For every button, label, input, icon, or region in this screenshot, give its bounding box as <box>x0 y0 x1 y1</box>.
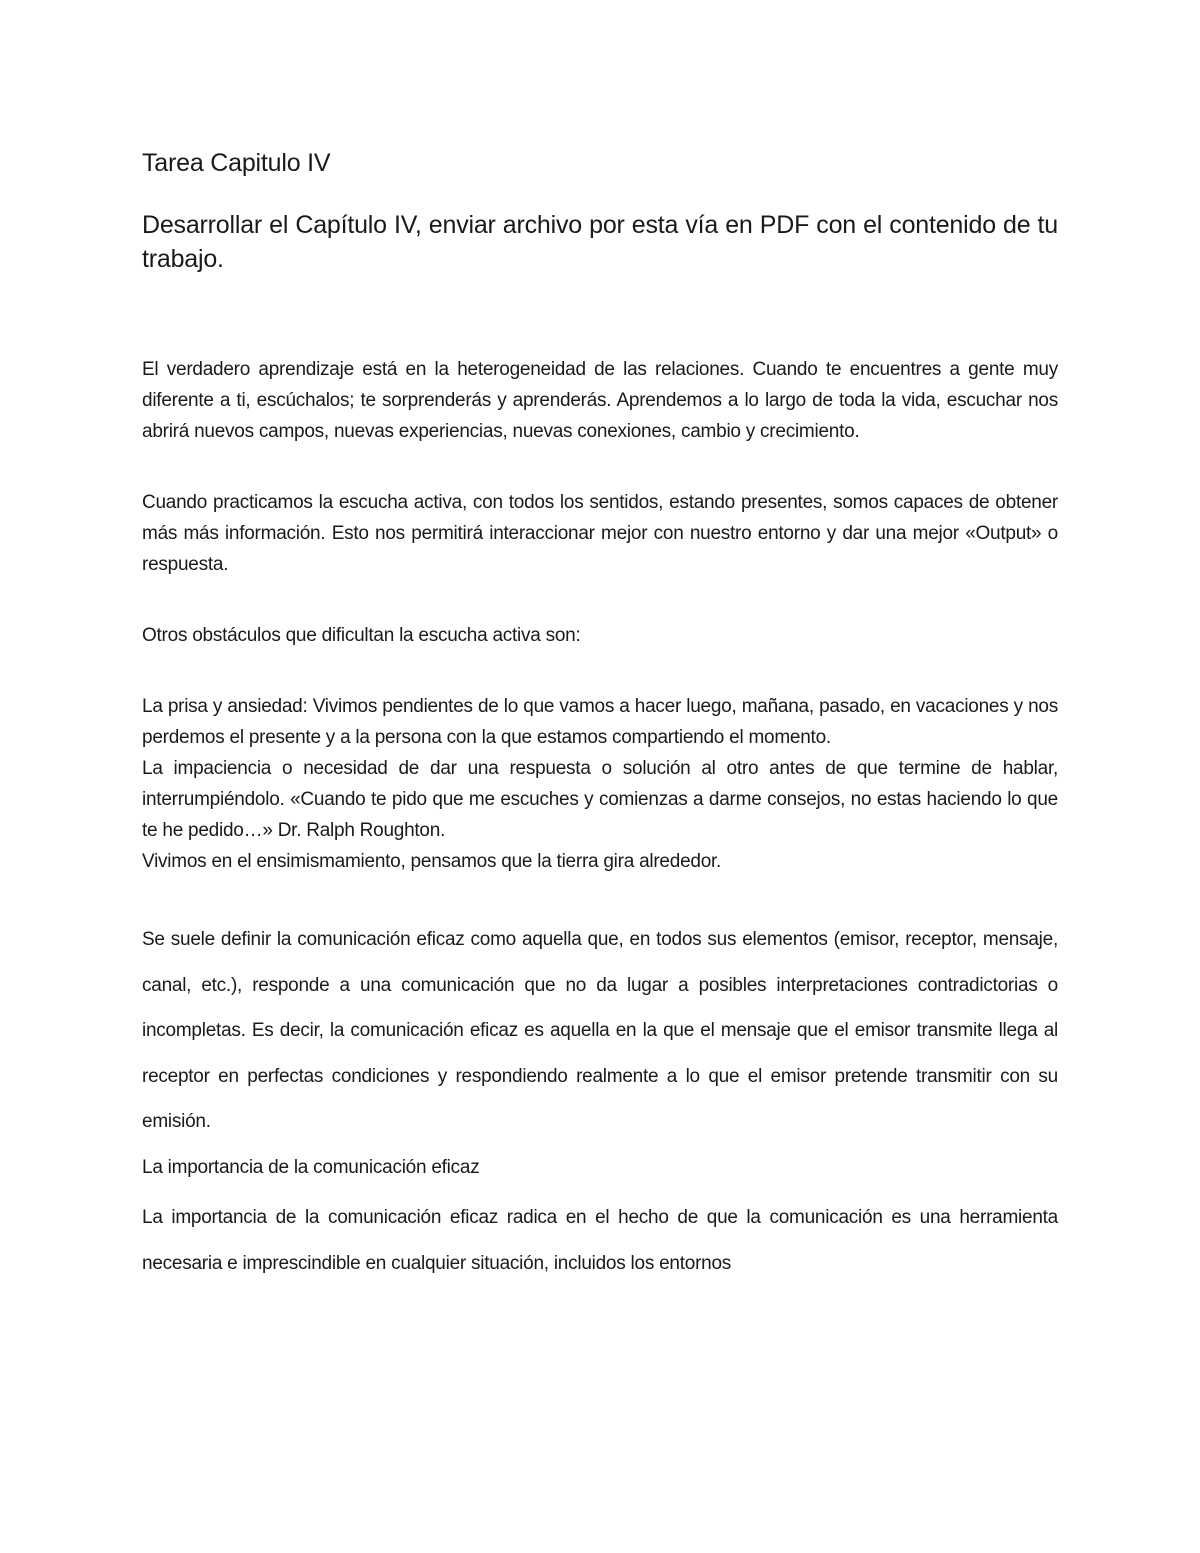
obstacle-self-absorption: Vivimos en el ensimismamiento, pensamos que la tierra gira alrededor. <box>142 851 722 872</box>
obstacle-impatience: La impaciencia o necesidad de dar una respuesta o solución al otro antes de que termine de hablar, interrumpiéndolo. «Cuando te pido que me escuches y comienzas a darme consejos, no estas haciendo lo que te he pedido…» Dr. Ralph Roughton. <box>142 758 1058 841</box>
paragraph-effective-communication: Se suele definir la comunicación eficaz como aquella que, en todos sus elementos (emisor, receptor, mensaje, canal, etc.), responde a una comunicación que no da lugar a posibles interpretaciones contradictorias o incompletas. Es decir, la comunicación eficaz es aquella en la que el mensaje que el emisor transmite llega al receptor en perfectas condiciones y respondiendo realmente a lo que el emisor pretende transmitir con su emisión. <box>142 929 1058 1132</box>
paragraph-active-listening: Cuando practicamos la escucha activa, con todos los sentidos, estando presentes, somos capaces de obtener más más información. Esto nos permitirá interaccionar mejor con nuestro entorno y dar una mejor «Output» o respuesta. <box>142 492 1058 575</box>
obstacle-hurry: La prisa y ansiedad: Vivimos pendientes de lo que vamos a hacer luego, mañana, pasado, en vacaciones y nos perdemos el presente y a la persona con la que estamos compartiendo el momento. <box>142 696 1058 748</box>
assignment-instruction: Desarrollar el Capítulo IV, enviar archivo por esta vía en PDF con el contenido de tu trabajo. <box>142 211 1058 273</box>
paragraph-importance: La importancia de la comunicación eficaz radica en el hecho de que la comunicación es una herramienta necesaria e imprescindible en cualquier situación, incluidos los entornos <box>142 1206 1058 1274</box>
paragraph-obstacles-intro: Otros obstáculos que dificultan la escucha activa son: <box>142 625 581 646</box>
document-title: Tarea Capitulo IV <box>142 149 331 177</box>
paragraph-learning: El verdadero aprendizaje está en la heterogeneidad de las relaciones. Cuando te encuentres a gente muy diferente a ti, escúchalos; te sorprenderás y aprenderás. Aprendemos a lo largo de toda la vida, escuchar nos abrirá nuevos campos, nuevas experiencias, nuevas conexiones, cambio y crecimiento. <box>142 359 1058 442</box>
document-body <box>142 146 1058 1287</box>
section-heading-importance: La importancia de la comunicación eficaz <box>142 1156 480 1178</box>
obstacles-list <box>142 691 1058 877</box>
